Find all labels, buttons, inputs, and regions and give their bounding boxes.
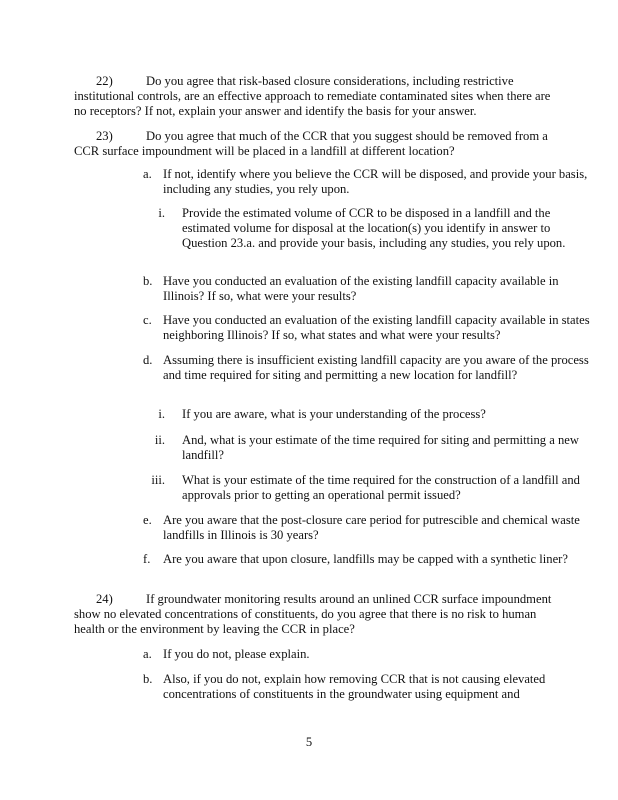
- list-marker: i.: [158, 206, 165, 220]
- question-22: [74, 74, 554, 119]
- question-23f: [143, 552, 593, 567]
- question-22-continuation: institutional controls, are an effective approach to remediate contaminated sites when there are no receptors? If not, explain your answer and identify the basis for your answer.: [74, 89, 551, 118]
- list-marker: i.: [158, 407, 165, 421]
- list-marker: iii.: [151, 473, 165, 487]
- list-item-text: Also, if you do not, explain how removing CCR that is not causing elevated concentrations of constituents in the groundwater using equipment and: [163, 672, 546, 701]
- question-23a: [143, 167, 593, 197]
- question-23d-iii: [145, 473, 585, 503]
- question-23b: [143, 274, 593, 304]
- question-23-continuation: CCR surface impoundment will be placed in a landfill at different location?: [74, 144, 455, 158]
- list-marker: f.: [143, 552, 151, 566]
- list-marker: d.: [143, 353, 153, 367]
- question-24b: [143, 672, 593, 702]
- list-item-text: Assuming there is insufficient existing landfill capacity are you aware of the process and time required for siting and permitting a new location for landfill?: [163, 353, 589, 382]
- question-23-number: 23): [96, 129, 113, 143]
- list-item-text: And, what is your estimate of the time required for siting and permitting a new landfill?: [182, 433, 579, 462]
- question-22-first-line: Do you agree that risk-based closure considerations, including restrictive: [146, 74, 514, 88]
- list-marker: e.: [143, 513, 152, 527]
- question-24-first-line: If groundwater monitoring results around an unlined CCR surface impoundment: [146, 592, 552, 606]
- list-item-text: Are you aware that upon closure, landfills may be capped with a synthetic liner?: [163, 552, 568, 566]
- question-23a-i: [145, 206, 585, 251]
- list-marker: b.: [143, 672, 153, 686]
- list-item-text: If you are aware, what is your understanding of the process?: [182, 407, 486, 421]
- question-22-number: 22): [96, 74, 113, 88]
- list-item-text: Provide the estimated volume of CCR to be disposed in a landfill and the estimated volume for disposal at the location(s) you identify in answer to Question 23.a. and provide your basis, including any studies, you rely upon.: [182, 206, 566, 250]
- question-23e: [143, 513, 593, 543]
- list-item-text: If not, identify where you believe the CCR will be disposed, and provide your basis, including any studies, you rely upon.: [163, 167, 588, 196]
- list-marker: a.: [143, 647, 152, 661]
- question-23c: [143, 313, 593, 343]
- page-number: 5: [305, 735, 313, 749]
- question-24: [74, 592, 554, 637]
- list-marker: ii.: [154, 433, 165, 447]
- question-23d-i: [145, 407, 585, 422]
- list-marker: a.: [143, 167, 152, 181]
- question-23-first-line: Do you agree that much of the CCR that you suggest should be removed from a: [146, 129, 548, 143]
- question-24a: [143, 647, 593, 662]
- question-23: [74, 129, 554, 159]
- list-marker: b.: [143, 274, 153, 288]
- question-24-continuation: show no elevated concentrations of constituents, do you agree that there is no risk to human health or the environment by leaving the CCR in place?: [74, 607, 537, 636]
- question-24-number: 24): [96, 592, 113, 606]
- list-item-text: Have you conducted an evaluation of the existing landfill capacity available in Illinois? If so, what were your results?: [163, 274, 559, 303]
- list-item-text: If you do not, please explain.: [163, 647, 310, 661]
- list-marker: c.: [143, 313, 152, 327]
- question-23d: [143, 353, 593, 383]
- list-item-text: What is your estimate of the time required for the construction of a landfill and approvals prior to getting an operational permit issued?: [182, 473, 580, 502]
- list-item-text: Have you conducted an evaluation of the existing landfill capacity available in states neighboring Illinois? If so, what states and what were your results?: [163, 313, 590, 342]
- list-item-text: Are you aware that the post-closure care period for putrescible and chemical waste landfills in Illinois is 30 years?: [163, 513, 580, 542]
- question-23d-ii: [145, 433, 585, 463]
